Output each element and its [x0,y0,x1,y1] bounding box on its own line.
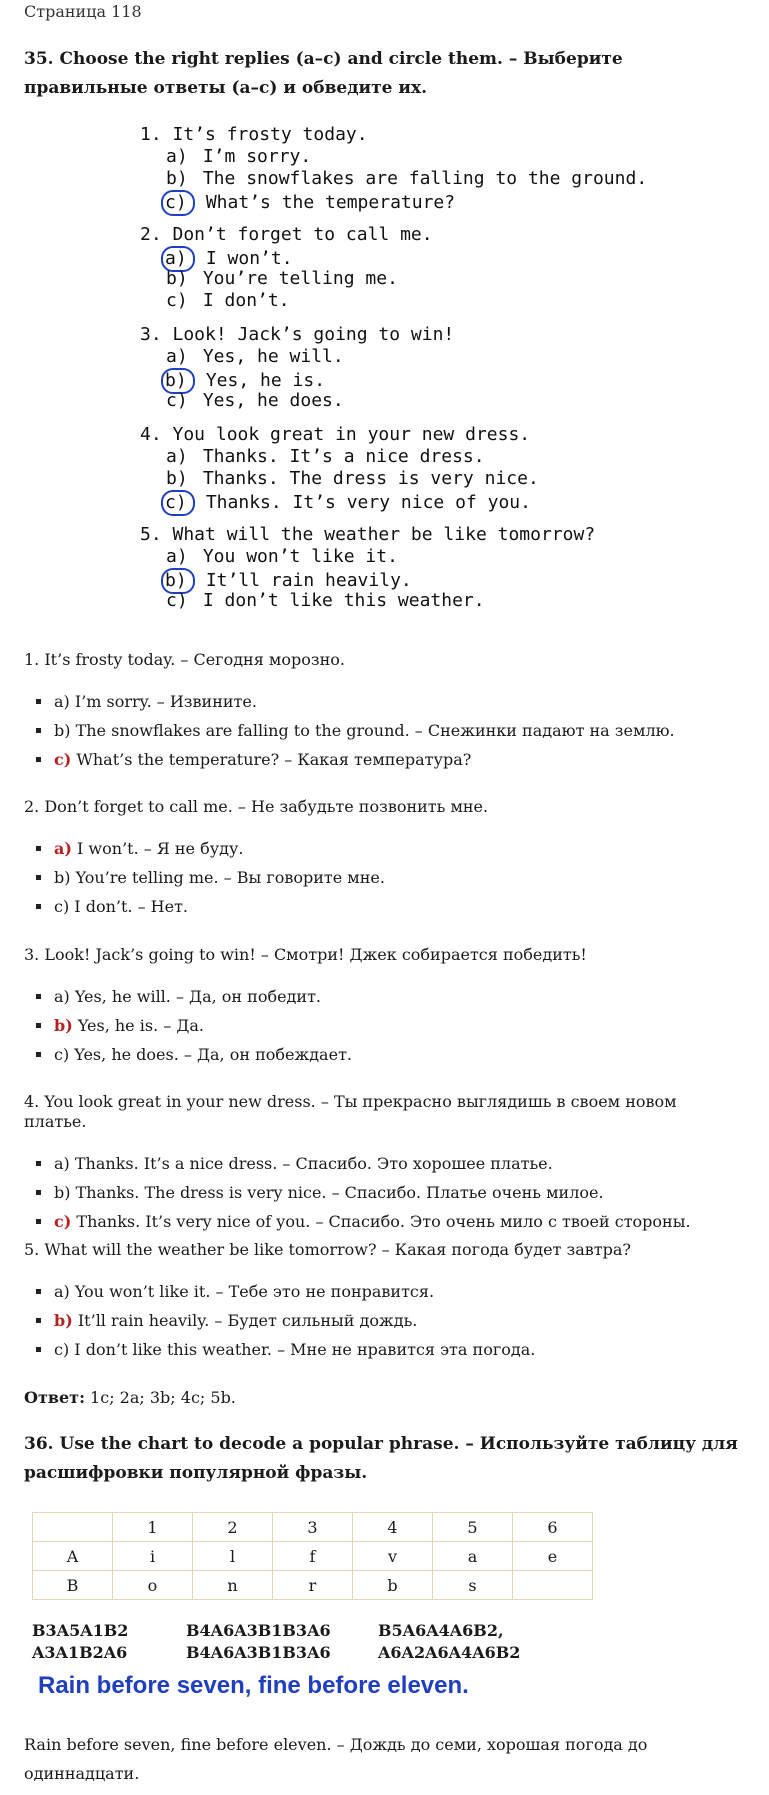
scan-option [140,290,680,312]
scan-option [140,168,680,190]
list-item-text: What’s the temperature? – Какая температура? [71,750,472,769]
list-item-text: c) Yes, he does. – Да, он побеждает. [54,1045,352,1064]
scan-option [140,446,680,468]
code-column [186,1620,331,1664]
list-item-text: Thanks. It’s very nice of you. – Спасибо. Это очень мило с твоей стороны. [71,1212,691,1231]
translation-list [24,982,587,1069]
table-cell: l [193,1542,273,1571]
option-letter: a) [166,546,188,567]
code-line: B4A6A3B1B3A6 [186,1621,331,1640]
option-letter: b) [166,468,188,489]
scan-option [140,190,680,212]
table-cell: e [513,1542,593,1571]
table-cell: 1 [113,1513,193,1542]
table-row [33,1542,593,1571]
option-text: The snowflakes are falling to the ground. [202,168,648,189]
code-column [32,1620,128,1664]
table-cell: o [113,1571,193,1600]
list-item [24,1306,631,1335]
list-item-text: b) You’re telling me. – Вы говорите мне. [54,868,385,887]
table-cell: f [273,1542,353,1571]
answer-label: Ответ: [24,1388,85,1407]
correct-answer-marker: b) [54,1016,73,1035]
final-translation: Rain before seven, fine before eleven. – Дождь до семи, хорошая погода до одиннадцати. [24,1735,648,1783]
table-cell: b [353,1571,433,1600]
scan-option [140,546,680,568]
option-letter: a) [166,346,188,367]
translation-question: 4. You look great in your new dress. – Ты прекрасно выглядишь в своем новом платье. [24,1092,677,1131]
circled-option-letter: b) [161,368,195,394]
option-text: I won’t. [205,248,293,269]
translation-group [24,650,675,774]
translation-group [24,797,488,921]
list-item-text: a) You won’t like it. – Тебе это не понравится. [54,1282,435,1301]
list-item-text: a) Yes, he will. – Да, он победит. [54,987,322,1006]
list-item-text: b) The snowflakes are falling to the ground. – Снежинки падают на землю. [54,721,675,740]
translation-question: 5. What will the weather be like tomorrow? – Какая погода будет завтра? [24,1240,631,1259]
table-cell: a [433,1542,513,1571]
scan-option [140,146,680,168]
list-item [24,1149,744,1178]
option-text: I don’t like this weather. [202,590,485,611]
option-text: What’s the temperature? [205,192,456,213]
translation-list [24,687,675,774]
scan-question-text: 3. Look! Jack’s going to win! [140,324,455,345]
option-letter: c) [166,290,188,311]
translation-list [24,1149,744,1236]
scan-option [140,390,680,412]
scan-question-text: 5. What will the weather be like tomorrow? [140,524,596,545]
page-label: Страница 118 [24,2,142,21]
list-item [24,892,488,921]
option-letter: a) [166,446,188,467]
list-item-text: a) Thanks. It’s a nice dress. – Спасибо. Это хорошее платье. [54,1154,553,1173]
option-text: I don’t. [202,290,290,311]
translation-group [24,945,587,1069]
scan-question [140,424,680,512]
option-text: Thanks. The dress is very nice. [202,468,539,489]
option-text: I’m sorry. [202,146,312,167]
option-letter: a) [166,146,188,167]
list-item [24,834,488,863]
list-item-text: a) I’m sorry. – Извините. [54,692,257,711]
list-item-text: It’ll rain heavily. – Будет сильный дождь. [72,1311,418,1330]
scan-question-text: 2. Don’t forget to call me. [140,224,433,245]
option-text: Yes, he is. [205,370,326,391]
textbook-scan [140,124,680,624]
scan-option [140,346,680,368]
table-cell: B [33,1571,113,1600]
scan-question [140,324,680,412]
translation-list [24,1277,631,1364]
decoded-phrase: Rain before seven, fine before eleven. [38,1672,469,1699]
table-row [33,1513,593,1542]
list-item-text: Yes, he is. – Да. [72,1016,204,1035]
list-item [24,1335,631,1364]
list-item [24,716,675,745]
table-cell: s [433,1571,513,1600]
list-item [24,982,587,1011]
option-text: You’re telling me. [202,268,398,289]
table-cell: v [353,1542,433,1571]
list-item-text: b) Thanks. The dress is very nice. – Спасибо. Платье очень милое. [54,1183,604,1202]
answer-value: 1c; 2a; 3b; 4c; 5b. [84,1388,236,1407]
table-cell: A [33,1542,113,1571]
code-line: B3A5A1B2 [32,1621,129,1640]
scan-option [140,368,680,390]
option-text: Thanks. It’s very nice of you. [205,492,531,513]
table-cell: 4 [353,1513,433,1542]
option-text: Thanks. It’s a nice dress. [202,446,485,467]
circled-option-letter: c) [161,190,195,216]
table-cell: n [193,1571,273,1600]
table-cell: 2 [193,1513,273,1542]
list-item [24,1040,587,1069]
table-cell: 3 [273,1513,353,1542]
table-cell: 5 [433,1513,513,1542]
table-cell: 6 [513,1513,593,1542]
code-line: A3A1B2A6 [32,1643,128,1662]
list-item-text: c) I don’t like this weather. – Мне не нравится эта погода. [54,1340,536,1359]
code-table [32,1512,593,1600]
circled-option-letter: c) [161,490,195,516]
scan-option [140,268,680,290]
table-cell: i [113,1542,193,1571]
scan-question-text: 1. It’s frosty today. [140,124,368,145]
correct-answer-marker: a) [54,839,72,858]
list-item-text: I won’t. – Я не буду. [71,839,244,858]
circled-option-letter: a) [161,246,195,272]
option-letter: c) [166,390,188,411]
scan-option [140,468,680,490]
option-text: Yes, he does. [202,390,344,411]
translation-group [24,1092,744,1236]
scan-option [140,590,680,612]
scan-option [140,568,680,590]
option-text: Yes, he will. [202,346,344,367]
option-text: It’ll rain heavily. [205,570,412,591]
code-line: B4A6A3B1B3A6 [186,1643,331,1662]
list-item [24,1178,744,1207]
option-letter: b) [166,268,188,289]
table-cell [33,1513,113,1542]
option-text: You won’t like it. [202,546,398,567]
option-letter: c) [166,590,188,611]
scan-question [140,124,680,212]
list-item [24,863,488,892]
correct-answer-marker: b) [54,1311,73,1330]
option-letter: b) [166,168,188,189]
table-row [33,1571,593,1600]
list-item [24,1277,631,1306]
code-line: B5A6A4A6B2, [378,1621,504,1640]
translation-list [24,834,488,921]
translation-question: 3. Look! Jack’s going to win! – Смотри! Джек собирается победить! [24,945,587,964]
list-item [24,1207,744,1236]
scan-question-text: 4. You look great in your new dress. [140,424,531,445]
list-item [24,687,675,716]
correct-answer-marker: c) [54,1212,72,1231]
scan-question [140,224,680,312]
code-line: A6A2A6A4A6B2 [378,1643,521,1662]
list-item [24,745,675,774]
translation-group [24,1240,631,1364]
exercise-35-heading: 35. Choose the right replies (a–c) and circle them. – Выберите правильные ответы (а–с) и обведите их. [24,49,623,98]
circled-option-letter: b) [161,568,195,594]
correct-answer-marker: c) [54,750,72,769]
list-item-text: c) I don’t. – Нет. [54,897,189,916]
translation-question: 1. It’s frosty today. – Сегодня морозно. [24,650,345,669]
list-item [24,1011,587,1040]
translation-question: 2. Don’t forget to call me. – Не забудьте позвонить мне. [24,797,489,816]
exercise-36-heading: 36. Use the chart to decode a popular phrase. – Используйте таблицу для расшифровки популярной фразы. [24,1434,738,1483]
table-cell: r [273,1571,353,1600]
answer-line [24,1388,236,1407]
scan-question [140,524,680,612]
scan-option [140,490,680,512]
code-column [378,1620,520,1664]
scan-option [140,246,680,268]
table-cell [513,1571,593,1600]
